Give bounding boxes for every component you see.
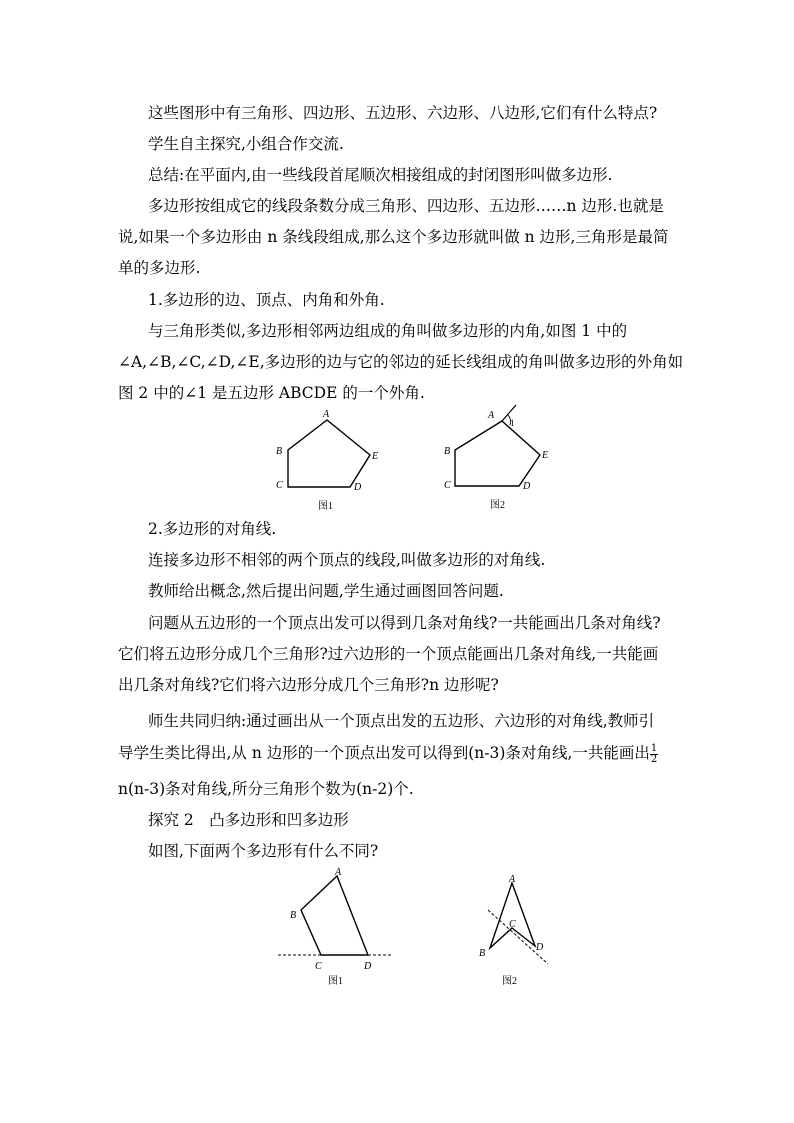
figure-caption: 图2 xyxy=(502,976,517,987)
summary-line2-text: 导学生类比得出,从 n 边形的一个顶点出发可以得到(n-3)条对角线,一共能画出 xyxy=(118,744,650,762)
vertex-label-e: E xyxy=(372,451,379,462)
heading-diagonal: 2.多边形的对角线. xyxy=(148,520,277,538)
vertex-label-c: C xyxy=(276,480,283,491)
paragraph-diagonal-definition: 连接多边形不相邻的两个顶点的线段,叫做多边形的对角线. xyxy=(148,551,546,569)
paragraph-question-line3: 出几条对角线?它们将六边形分成几个三角形?n 边形呢? xyxy=(118,676,499,694)
paragraph-classification-line1: 多边形按组成它的线段条数分成三角形、四边形、五边形……n 边形.也就是 xyxy=(148,197,664,215)
vertex-label-b: B xyxy=(479,948,486,959)
vertex-label-d: D xyxy=(536,942,544,953)
paragraph-question-line1: 问题从五边形的一个顶点出发可以得到几条对角线?一共能画出几条对角线? xyxy=(148,614,661,632)
vertex-label-a: A xyxy=(335,867,342,878)
pentagon-figure-1 xyxy=(268,405,388,513)
concave-quadrilateral-figure xyxy=(474,868,554,990)
vertex-label-a: A xyxy=(323,409,330,420)
pentagon-figure-2 xyxy=(440,400,564,512)
paragraph-summary-line3: n(n-3)条对角线,所分三角形个数为(n-2)个. xyxy=(118,780,414,798)
vertex-label-b: B xyxy=(290,910,297,921)
vertex-label-a: A xyxy=(509,874,516,885)
vertex-label-c: C xyxy=(444,480,451,491)
heading-sides-vertices-angles: 1.多边形的边、顶点、内角和外角. xyxy=(148,291,385,309)
vertex-label-b: B xyxy=(276,446,283,457)
paragraph-summary-line2 xyxy=(118,743,694,765)
paragraph-summary: 总结:在平面内,由一些线段首尾顺次相接组成的封闭图形叫做多边形. xyxy=(148,166,613,184)
exterior-angle-label: 1 xyxy=(510,418,515,428)
paragraph-classification-line2: 说,如果一个多边形由 n 条线段组成,那么这个多边形就叫做 n 边形,三角形是最简 xyxy=(118,228,669,246)
vertex-label-e: E xyxy=(542,450,549,461)
vertex-label-d: D xyxy=(364,961,372,972)
paragraph-intro-question: 这些图形中有三角形、四边形、五边形、六边形、八边形,它们有什么特点? xyxy=(148,104,658,122)
vertex-label-c: C xyxy=(315,961,322,972)
paragraph-student-explore: 学生自主探究,小组合作交流. xyxy=(148,135,344,153)
vertex-label-d: D xyxy=(354,482,362,493)
fraction-numerator: 1 xyxy=(650,742,658,754)
paragraph-question-line2: 它们将五边形分成几个三角形?过六边形的一个顶点能画出几条对角线,一共能画 xyxy=(118,645,659,663)
figure-caption: 图1 xyxy=(318,501,333,512)
paragraph-compare-question: 如图,下面两个多边形有什么不同? xyxy=(148,842,379,860)
convex-quadrilateral-figure xyxy=(276,863,396,989)
fraction-one-half xyxy=(650,744,658,765)
paragraph-interior-angle-line3: 图 2 中的∠1 是五边形 ABCDE 的一个外角. xyxy=(118,384,425,402)
paragraph-summary-line1: 师生共同归纳:通过画出从一个顶点出发的五边形、六边形的对角线,教师引 xyxy=(148,712,655,730)
paragraph-classification-line3: 单的多边形. xyxy=(118,259,201,277)
vertex-label-b: B xyxy=(444,446,451,457)
heading-convex-concave: 探究 2 凸多边形和凹多边形 xyxy=(148,811,349,829)
vertex-label-d: D xyxy=(523,481,531,492)
paragraph-interior-angle-line1: 与三角形类似,多边形相邻两边组成的角叫做多边形的内角,如图 1 中的 xyxy=(148,322,628,340)
vertex-label-a: A xyxy=(488,410,495,421)
paragraph-interior-angle-line2: ∠A,∠B,∠C,∠D,∠E,多边形的边与它的邻边的延长线组成的角叫做多边形的外角如 xyxy=(118,353,684,371)
paragraph-teacher-concept: 教师给出概念,然后提出问题,学生通过画图回答问题. xyxy=(148,582,504,600)
figure-caption: 图2 xyxy=(490,500,505,511)
vertex-label-c: C xyxy=(509,919,516,930)
figure-caption: 图1 xyxy=(328,976,343,987)
fraction-denominator: 2 xyxy=(650,753,658,765)
